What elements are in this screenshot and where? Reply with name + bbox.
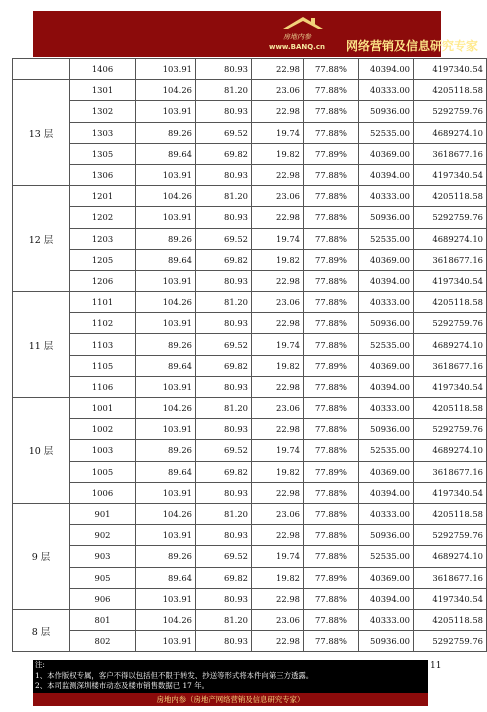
ratio-cell: 77.88% (304, 376, 359, 397)
ratio-cell: 77.88% (304, 101, 359, 122)
ratio-cell: 77.88% (304, 398, 359, 419)
area-cell: 104.26 (136, 398, 196, 419)
price-cell: 50936.00 (359, 525, 414, 546)
table-row (13, 525, 487, 546)
table-row (13, 59, 487, 80)
inner-cell: 69.52 (196, 440, 252, 461)
shared-cell: 22.98 (252, 419, 304, 440)
area-cell: 103.91 (136, 313, 196, 334)
price-cell: 40394.00 (359, 482, 414, 503)
room-cell: 901 (70, 503, 136, 524)
shared-cell: 23.06 (252, 503, 304, 524)
total-cell: 4197340.54 (414, 59, 487, 80)
price-cell: 40333.00 (359, 398, 414, 419)
table-row (13, 270, 487, 291)
total-cell: 3618677.16 (414, 143, 487, 164)
table-row (13, 440, 487, 461)
room-cell: 1105 (70, 355, 136, 376)
room-cell: 1201 (70, 186, 136, 207)
floor-cell (13, 59, 70, 80)
inner-cell: 80.93 (196, 419, 252, 440)
inner-cell: 80.93 (196, 207, 252, 228)
total-cell: 4205118.58 (414, 609, 487, 630)
table-body (13, 59, 487, 652)
shared-cell: 19.82 (252, 461, 304, 482)
ratio-cell: 77.88% (304, 419, 359, 440)
room-cell: 906 (70, 588, 136, 609)
area-cell: 104.26 (136, 80, 196, 101)
area-cell: 89.64 (136, 355, 196, 376)
shared-cell: 19.82 (252, 567, 304, 588)
inner-cell: 80.93 (196, 59, 252, 80)
shared-cell: 23.06 (252, 186, 304, 207)
inner-cell: 80.93 (196, 270, 252, 291)
shared-cell: 19.82 (252, 249, 304, 270)
table-row (13, 292, 487, 313)
price-cell: 40394.00 (359, 376, 414, 397)
area-cell: 103.91 (136, 164, 196, 185)
shared-cell: 19.74 (252, 334, 304, 355)
price-cell: 40333.00 (359, 186, 414, 207)
ratio-cell: 77.88% (304, 164, 359, 185)
area-cell: 104.26 (136, 186, 196, 207)
price-cell: 40369.00 (359, 249, 414, 270)
price-cell: 50936.00 (359, 631, 414, 652)
total-cell: 5292759.76 (414, 313, 487, 334)
inner-cell: 80.93 (196, 101, 252, 122)
table-row (13, 143, 487, 164)
price-cell: 40333.00 (359, 503, 414, 524)
area-cell: 103.91 (136, 525, 196, 546)
ratio-cell: 77.89% (304, 143, 359, 164)
table-row (13, 80, 487, 101)
total-cell: 4205118.58 (414, 80, 487, 101)
total-cell: 3618677.16 (414, 249, 487, 270)
room-cell: 802 (70, 631, 136, 652)
area-cell: 89.26 (136, 228, 196, 249)
room-cell: 1301 (70, 80, 136, 101)
table-row (13, 334, 487, 355)
room-cell: 1101 (70, 292, 136, 313)
room-cell: 1203 (70, 228, 136, 249)
area-cell: 104.26 (136, 609, 196, 630)
total-cell: 5292759.76 (414, 525, 487, 546)
header-banner (33, 11, 479, 57)
ratio-cell: 77.88% (304, 525, 359, 546)
inner-cell: 69.52 (196, 122, 252, 143)
room-cell: 1302 (70, 101, 136, 122)
shared-cell: 22.98 (252, 588, 304, 609)
inner-cell: 80.93 (196, 525, 252, 546)
total-cell: 4205118.58 (414, 292, 487, 313)
floor-cell: 11 层 (13, 292, 70, 398)
note-monitoring: 2、本司监测深圳楼市动态及楼市销售数据已 17 年。 (35, 681, 210, 690)
area-cell: 89.26 (136, 440, 196, 461)
area-cell: 104.26 (136, 292, 196, 313)
logo-url: www.BANQ.cn (269, 43, 325, 51)
price-cell: 50936.00 (359, 101, 414, 122)
price-cell: 40333.00 (359, 609, 414, 630)
area-cell: 89.64 (136, 461, 196, 482)
room-cell: 1002 (70, 419, 136, 440)
room-cell: 903 (70, 546, 136, 567)
ratio-cell: 77.88% (304, 186, 359, 207)
shared-cell: 23.06 (252, 609, 304, 630)
table-row (13, 376, 487, 397)
price-cell: 40369.00 (359, 567, 414, 588)
shared-cell: 23.06 (252, 292, 304, 313)
table-row (13, 461, 487, 482)
inner-cell: 81.20 (196, 398, 252, 419)
floor-cell: 8 层 (13, 609, 70, 651)
ratio-cell: 77.88% (304, 631, 359, 652)
shared-cell: 23.06 (252, 398, 304, 419)
table-row (13, 503, 487, 524)
ratio-cell: 77.88% (304, 334, 359, 355)
table-row (13, 398, 487, 419)
logo-text: 房地内参 (283, 33, 311, 41)
price-cell: 40394.00 (359, 270, 414, 291)
ratio-cell: 77.88% (304, 503, 359, 524)
ratio-cell: 77.88% (304, 313, 359, 334)
table-row (13, 207, 487, 228)
total-cell: 5292759.76 (414, 207, 487, 228)
total-cell: 4689274.10 (414, 122, 487, 143)
area-cell: 89.64 (136, 143, 196, 164)
area-cell: 103.91 (136, 101, 196, 122)
inner-cell: 81.20 (196, 80, 252, 101)
total-cell: 4205118.58 (414, 503, 487, 524)
price-cell: 52535.00 (359, 546, 414, 567)
inner-cell: 81.20 (196, 503, 252, 524)
shared-cell: 22.98 (252, 482, 304, 503)
table-row (13, 482, 487, 503)
room-cell: 1202 (70, 207, 136, 228)
inner-cell: 80.93 (196, 313, 252, 334)
ratio-cell: 77.88% (304, 80, 359, 101)
area-cell: 89.64 (136, 249, 196, 270)
table-row (13, 164, 487, 185)
table-row (13, 249, 487, 270)
total-cell: 3618677.16 (414, 355, 487, 376)
shared-cell: 19.82 (252, 355, 304, 376)
inner-cell: 69.82 (196, 143, 252, 164)
inner-cell: 69.82 (196, 355, 252, 376)
ratio-cell: 77.89% (304, 567, 359, 588)
shared-cell: 19.82 (252, 143, 304, 164)
table-row (13, 609, 487, 630)
area-cell: 89.64 (136, 567, 196, 588)
floor-cell: 12 层 (13, 186, 70, 292)
shared-cell: 19.74 (252, 228, 304, 249)
ratio-cell: 77.88% (304, 270, 359, 291)
table-row (13, 101, 487, 122)
ratio-cell: 77.88% (304, 609, 359, 630)
table-row (13, 567, 487, 588)
notes-label: 注: (35, 660, 45, 669)
inner-cell: 80.93 (196, 631, 252, 652)
room-cell: 1001 (70, 398, 136, 419)
area-cell: 103.91 (136, 588, 196, 609)
total-cell: 4205118.58 (414, 398, 487, 419)
inner-cell: 80.93 (196, 588, 252, 609)
area-cell: 89.26 (136, 546, 196, 567)
ratio-cell: 77.88% (304, 122, 359, 143)
shared-cell: 22.98 (252, 313, 304, 334)
total-cell: 4689274.10 (414, 334, 487, 355)
inner-cell: 80.93 (196, 376, 252, 397)
room-cell: 1103 (70, 334, 136, 355)
shared-cell: 19.74 (252, 546, 304, 567)
shared-cell: 22.98 (252, 270, 304, 291)
inner-cell: 81.20 (196, 292, 252, 313)
room-cell: 1305 (70, 143, 136, 164)
floor-cell: 13 层 (13, 80, 70, 186)
floor-cell: 9 层 (13, 503, 70, 609)
area-cell: 104.26 (136, 503, 196, 524)
area-cell: 103.91 (136, 59, 196, 80)
total-cell: 3618677.16 (414, 567, 487, 588)
area-cell: 89.26 (136, 122, 196, 143)
inner-cell: 81.20 (196, 186, 252, 207)
ratio-cell: 77.88% (304, 59, 359, 80)
area-cell: 103.91 (136, 376, 196, 397)
inner-cell: 69.82 (196, 567, 252, 588)
table-row (13, 313, 487, 334)
ratio-cell: 77.88% (304, 207, 359, 228)
total-cell: 4197340.54 (414, 164, 487, 185)
ratio-cell: 77.88% (304, 588, 359, 609)
room-cell: 1006 (70, 482, 136, 503)
shared-cell: 19.74 (252, 440, 304, 461)
room-cell: 801 (70, 609, 136, 630)
table-row (13, 228, 487, 249)
inner-cell: 69.82 (196, 249, 252, 270)
price-cell: 52535.00 (359, 228, 414, 249)
room-cell: 905 (70, 567, 136, 588)
total-cell: 4197340.54 (414, 270, 487, 291)
price-cell: 52535.00 (359, 334, 414, 355)
price-cell: 40394.00 (359, 59, 414, 80)
price-cell: 50936.00 (359, 207, 414, 228)
shared-cell: 22.98 (252, 207, 304, 228)
ratio-cell: 77.89% (304, 461, 359, 482)
shared-cell: 22.98 (252, 164, 304, 185)
total-cell: 5292759.76 (414, 419, 487, 440)
area-cell: 103.91 (136, 631, 196, 652)
total-cell: 4689274.10 (414, 440, 487, 461)
shared-cell: 22.98 (252, 631, 304, 652)
room-cell: 1102 (70, 313, 136, 334)
area-cell: 103.91 (136, 207, 196, 228)
note-copyright: 1、本作版权专属，客户不得以包括但不限于转发、抄送等形式将本件向第三方透露。 (35, 670, 314, 680)
shared-cell: 22.98 (252, 59, 304, 80)
floor-cell: 10 层 (13, 398, 70, 504)
room-cell: 1303 (70, 122, 136, 143)
price-cell: 40369.00 (359, 355, 414, 376)
room-cell: 1206 (70, 270, 136, 291)
total-cell: 4197340.54 (414, 588, 487, 609)
price-cell: 40369.00 (359, 143, 414, 164)
room-cell: 1003 (70, 440, 136, 461)
shared-cell: 19.74 (252, 122, 304, 143)
room-cell: 1406 (70, 59, 136, 80)
company-logo (269, 15, 339, 55)
price-cell: 50936.00 (359, 313, 414, 334)
total-cell: 4689274.10 (414, 546, 487, 567)
table-row (13, 631, 487, 652)
ratio-cell: 77.88% (304, 482, 359, 503)
ratio-cell: 77.89% (304, 249, 359, 270)
ratio-cell: 77.88% (304, 292, 359, 313)
price-cell: 50936.00 (359, 419, 414, 440)
price-cell: 40369.00 (359, 461, 414, 482)
area-cell: 89.26 (136, 334, 196, 355)
ratio-cell: 77.89% (304, 355, 359, 376)
table-row (13, 122, 487, 143)
ratio-cell: 77.88% (304, 440, 359, 461)
area-cell: 103.91 (136, 419, 196, 440)
ratio-cell: 77.88% (304, 546, 359, 567)
price-cell: 52535.00 (359, 122, 414, 143)
inner-cell: 69.52 (196, 546, 252, 567)
room-cell: 1306 (70, 164, 136, 185)
ratio-cell: 77.88% (304, 228, 359, 249)
total-cell: 4197340.54 (414, 376, 487, 397)
price-cell: 52535.00 (359, 440, 414, 461)
table-row (13, 588, 487, 609)
header-title: 网络营销及信息研究专家 (346, 39, 479, 53)
room-cell: 1205 (70, 249, 136, 270)
unit-price-table (12, 58, 487, 652)
area-cell: 103.91 (136, 270, 196, 291)
inner-cell: 69.52 (196, 228, 252, 249)
inner-cell: 80.93 (196, 482, 252, 503)
inner-cell: 81.20 (196, 609, 252, 630)
inner-cell: 69.82 (196, 461, 252, 482)
inner-cell: 80.93 (196, 164, 252, 185)
room-cell: 1106 (70, 376, 136, 397)
room-cell: 1005 (70, 461, 136, 482)
area-cell: 103.91 (136, 482, 196, 503)
price-cell: 40394.00 (359, 164, 414, 185)
notes-box (33, 660, 428, 693)
total-cell: 5292759.76 (414, 631, 487, 652)
price-cell: 40394.00 (359, 588, 414, 609)
total-cell: 5292759.76 (414, 101, 487, 122)
table-row (13, 419, 487, 440)
total-cell: 4205118.58 (414, 186, 487, 207)
inner-cell: 69.52 (196, 334, 252, 355)
shared-cell: 22.98 (252, 101, 304, 122)
price-cell: 40333.00 (359, 292, 414, 313)
house-roof-icon (281, 15, 325, 33)
table-row (13, 546, 487, 567)
room-cell: 902 (70, 525, 136, 546)
shared-cell: 22.98 (252, 525, 304, 546)
shared-cell: 22.98 (252, 376, 304, 397)
total-cell: 4197340.54 (414, 482, 487, 503)
footer-brand-bar: 房地内参（房地产网络营销及信息研究专家） (33, 693, 428, 706)
table-row (13, 355, 487, 376)
shared-cell: 23.06 (252, 80, 304, 101)
table-row (13, 186, 487, 207)
price-cell: 40333.00 (359, 80, 414, 101)
total-cell: 3618677.16 (414, 461, 487, 482)
page-number: 11 (430, 661, 442, 671)
total-cell: 4689274.10 (414, 228, 487, 249)
